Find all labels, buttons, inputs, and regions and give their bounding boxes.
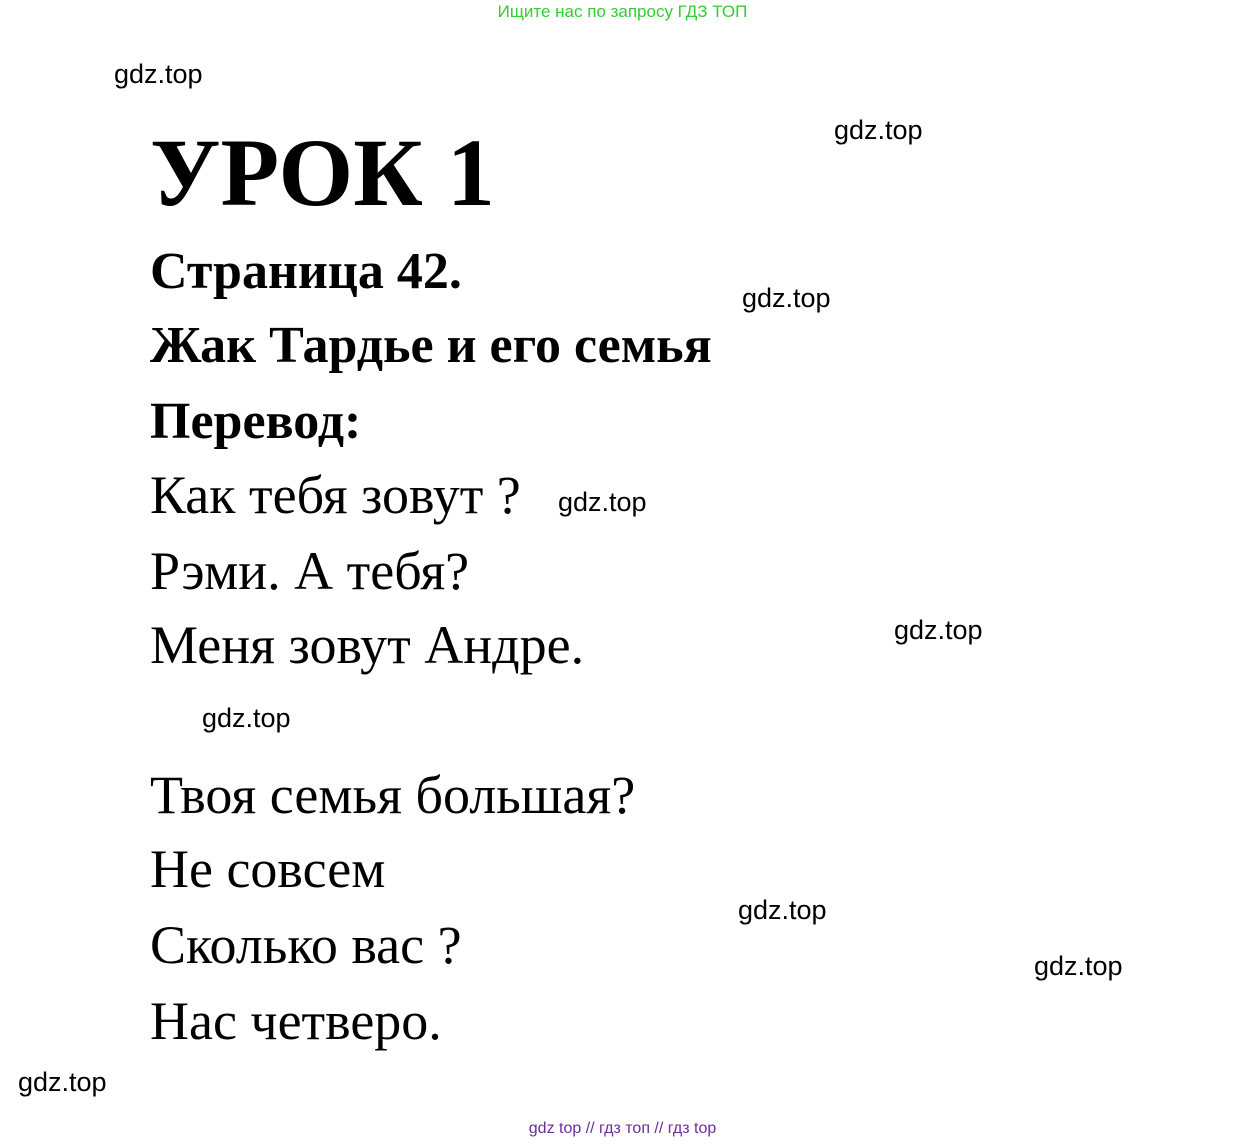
footer-links: gdz top // гдз топ // гдз top [528,1120,717,1137]
text-line: Нас четверо. [150,991,442,1051]
text-line: Рэми. А тебя? [150,541,470,601]
watermark: gdz.top [738,895,827,925]
text-line: Твоя семья большая? [150,765,636,825]
text-line: Меня зовут Андре. [150,615,585,675]
watermark: gdz.top [1034,951,1123,981]
text-line: Как тебя зовут ? [150,465,521,525]
watermark: gdz.top [18,1067,107,1097]
text-title-heading: Жак Тардье и его семья [150,317,712,374]
text-line: Сколько вас ? [150,915,462,975]
page-number-heading: Страница 42. [150,243,462,300]
watermark: gdz.top [742,283,831,313]
text-line: Не совсем [150,839,386,899]
lesson-title: УРОК 1 [150,119,495,226]
top-banner: Ищите нас по запросу ГДЗ ТОП [497,2,748,21]
watermark: gdz.top [834,115,923,145]
watermark: gdz.top [202,703,291,733]
translation-heading: Перевод: [150,393,362,450]
watermark: gdz.top [894,615,983,645]
watermark: gdz.top [114,59,203,89]
watermark: gdz.top [558,487,647,517]
